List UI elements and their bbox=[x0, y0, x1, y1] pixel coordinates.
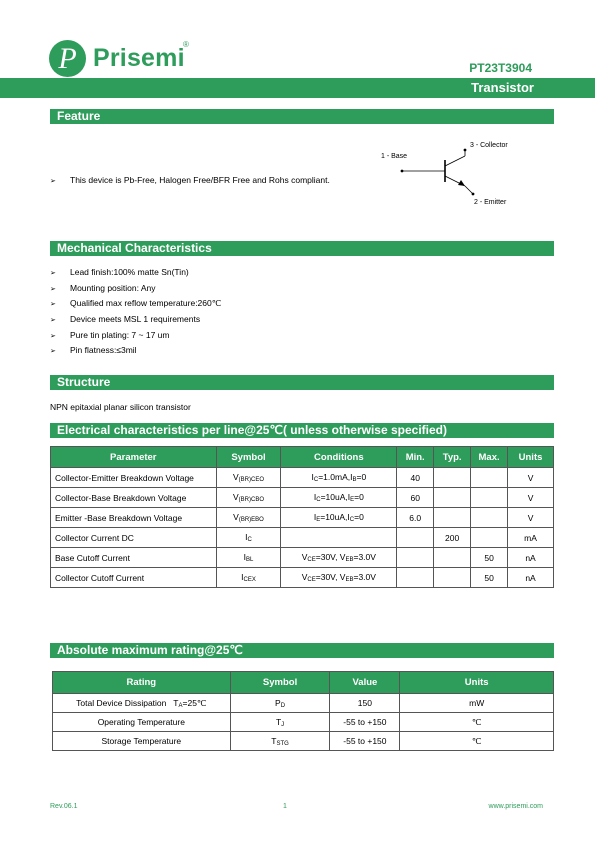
condition-cell: $I_C=10uA,I_E=0$ bbox=[281, 488, 397, 508]
mech-bullet: ➢ Lead finish:100% matte Sn(Tin) bbox=[50, 267, 189, 277]
arrow-icon: ➢ bbox=[50, 178, 56, 185]
min-cell: 40 bbox=[397, 468, 434, 488]
condition-cell: $V_{CE}=30V$, $V_{EB}=3.0V$ bbox=[281, 568, 397, 588]
arrow-icon: ➢ bbox=[50, 270, 56, 277]
condition-cell bbox=[281, 528, 397, 548]
max-cell: 50 bbox=[471, 568, 508, 588]
min-cell bbox=[397, 528, 434, 548]
max-cell bbox=[471, 488, 508, 508]
column-header: Max. bbox=[471, 447, 508, 468]
unit-cell: ℃ bbox=[400, 732, 554, 751]
symbol-cell: $I_{BL}$ bbox=[216, 548, 281, 568]
base-label: 1 - Base bbox=[381, 153, 408, 160]
unit-cell: V bbox=[508, 468, 554, 488]
column-header: Symbol bbox=[230, 672, 330, 694]
table-row bbox=[51, 568, 554, 588]
arrow-icon: ➢ bbox=[50, 348, 56, 355]
absolute-table bbox=[52, 671, 554, 751]
min-cell bbox=[397, 568, 434, 588]
unit-cell: ℃ bbox=[400, 713, 554, 732]
symbol-cell: $P_D$ bbox=[230, 694, 330, 713]
unit-cell: nA bbox=[508, 568, 554, 588]
param-cell: Collector Current DC bbox=[51, 528, 217, 548]
rating-cell: Total Device Dissipation $T_A=25℃$ bbox=[53, 694, 231, 713]
arrow-icon: ➢ bbox=[50, 301, 56, 308]
doc-type: Transistor bbox=[471, 80, 534, 95]
max-cell: 50 bbox=[471, 548, 508, 568]
symbol-cell: $I_{CEX}$ bbox=[216, 568, 281, 588]
typ-cell bbox=[434, 488, 471, 508]
mech-bullet: ➢ Pure tin plating: 7 ~ 17 um bbox=[50, 330, 170, 340]
param-cell: Collector Cutoff Current bbox=[51, 568, 217, 588]
table-row bbox=[51, 468, 554, 488]
section-structure-title: Structure bbox=[50, 375, 554, 390]
rating-cell: Storage Temperature bbox=[53, 732, 231, 751]
unit-cell: nA bbox=[508, 548, 554, 568]
typ-cell bbox=[434, 568, 471, 588]
table-header-row bbox=[51, 447, 554, 468]
registered-mark: ® bbox=[183, 40, 189, 49]
mech-bullet: ➢ Pin flatness:≤3mil bbox=[50, 345, 137, 355]
condition-cell: $V_{CE}=30V$, $V_{EB}=3.0V$ bbox=[281, 548, 397, 568]
table-row bbox=[53, 694, 554, 713]
typ-cell: 200 bbox=[434, 528, 471, 548]
column-header: Parameter bbox=[51, 447, 217, 468]
structure-text: NPN epitaxial planar silicon transistor bbox=[50, 402, 191, 412]
table-row bbox=[53, 732, 554, 751]
mech-bullet: ➢ Mounting position: Any bbox=[50, 283, 156, 293]
section-feature-title: Feature bbox=[50, 109, 554, 124]
unit-cell: mA bbox=[508, 528, 554, 548]
max-cell bbox=[471, 468, 508, 488]
param-cell: Base Cutoff Current bbox=[51, 548, 217, 568]
table-row bbox=[51, 508, 554, 528]
arrow-icon: ➢ bbox=[50, 286, 56, 293]
section-mechanical-title: Mechanical Characteristics bbox=[50, 241, 554, 256]
symbol-cell: $T_{STG}$ bbox=[230, 732, 330, 751]
footer-page-number: 1 bbox=[283, 803, 287, 810]
symbol-cell: $I_C$ bbox=[216, 528, 281, 548]
param-cell: Emitter -Base Breakdown Voltage bbox=[51, 508, 217, 528]
param-cell: Collector-Emitter Breakdown Voltage bbox=[51, 468, 217, 488]
mech-bullet: ➢ Qualified max reflow temperature:260℃ bbox=[50, 298, 222, 308]
param-cell: Collector-Base Breakdown Voltage bbox=[51, 488, 217, 508]
max-cell bbox=[471, 508, 508, 528]
column-header: Typ. bbox=[434, 447, 471, 468]
typ-cell bbox=[434, 508, 471, 528]
column-header: Rating bbox=[53, 672, 231, 694]
condition-cell: $I_C=1.0mA,I_B=0$ bbox=[281, 468, 397, 488]
table-row bbox=[51, 548, 554, 568]
column-header: Min. bbox=[397, 447, 434, 468]
rating-cell: Operating Temperature bbox=[53, 713, 231, 732]
collector-label: 3 - Collector bbox=[470, 142, 508, 149]
arrow-icon: ➢ bbox=[50, 333, 56, 340]
column-header: Value bbox=[330, 672, 400, 694]
electrical-table bbox=[50, 446, 554, 588]
min-cell: 60 bbox=[397, 488, 434, 508]
table-header-row bbox=[53, 672, 554, 694]
max-cell bbox=[471, 528, 508, 548]
symbol-cell: $V_{(BR)EBO}$ bbox=[216, 508, 281, 528]
unit-cell: V bbox=[508, 488, 554, 508]
value-cell: 150 bbox=[330, 694, 400, 713]
logo-letter: P bbox=[58, 42, 77, 75]
table-row bbox=[51, 488, 554, 508]
feature-bullet: ➢ This device is Pb-Free, Halogen Free/BFR Free and Rohs compliant. bbox=[50, 175, 330, 185]
value-cell: -55 to +150 bbox=[330, 713, 400, 732]
symbol-cell: $V_{(BR)CEO}$ bbox=[216, 468, 281, 488]
brand-name: Prisemi bbox=[93, 44, 185, 72]
column-header: Conditions bbox=[281, 447, 397, 468]
typ-cell bbox=[434, 548, 471, 568]
column-header: Units bbox=[400, 672, 554, 694]
part-number: PT23T3904 bbox=[469, 61, 532, 75]
unit-cell: V bbox=[508, 508, 554, 528]
symbol-cell: $V_{(BR)CBO}$ bbox=[216, 488, 281, 508]
table-row bbox=[53, 713, 554, 732]
emitter-label: 2 - Emitter bbox=[474, 199, 507, 206]
footer-revision: Rev.06.1 bbox=[50, 803, 78, 810]
section-electrical-title: Electrical characteristics per line@25℃( unless otherwise specified) bbox=[50, 423, 554, 438]
typ-cell bbox=[434, 468, 471, 488]
min-cell: 6.0 bbox=[397, 508, 434, 528]
min-cell bbox=[397, 548, 434, 568]
table-row bbox=[51, 528, 554, 548]
symbol-cell: $T_J$ bbox=[230, 713, 330, 732]
arrow-icon: ➢ bbox=[50, 317, 56, 324]
mech-bullet: ➢ Device meets MSL 1 requirements bbox=[50, 314, 201, 324]
column-header: Units bbox=[508, 447, 554, 468]
unit-cell: mW bbox=[400, 694, 554, 713]
value-cell: -55 to +150 bbox=[330, 732, 400, 751]
footer-website-link[interactable]: www.prisemi.com bbox=[488, 803, 543, 810]
condition-cell: $I_E=10uA,I_C=0$ bbox=[281, 508, 397, 528]
column-header: Symbol bbox=[216, 447, 281, 468]
section-absolute-title: Absolute maximum rating@25℃ bbox=[50, 643, 554, 658]
